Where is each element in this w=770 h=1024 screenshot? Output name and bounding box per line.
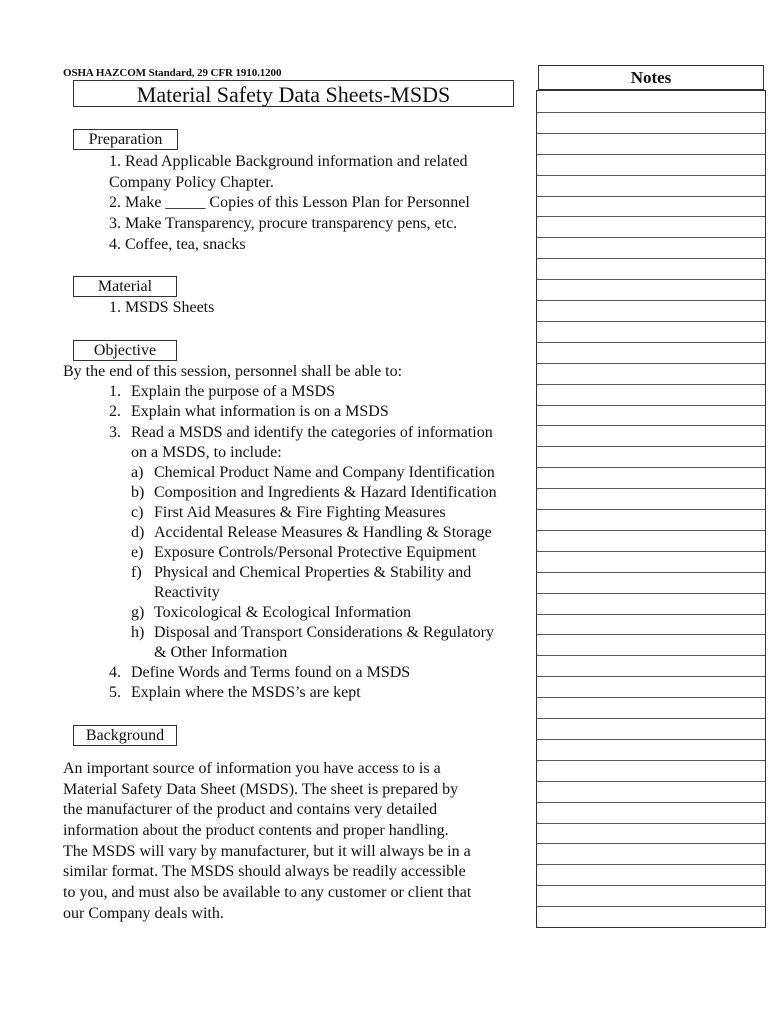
objective-item: Explain what information is on a MSDS [131, 403, 389, 420]
notes-rule-line [537, 530, 765, 531]
notes-rule-line [537, 196, 765, 197]
notes-rule-line [537, 802, 765, 803]
background-line: the manufacturer of the product and contains very detailed [63, 801, 438, 818]
subitem-letter: d) [131, 524, 145, 541]
preparation-line: 2. Make _____ Copies of this Lesson Plan for Personnel [109, 194, 470, 211]
preparation-line: Company Policy Chapter. [109, 174, 274, 191]
subitem: Physical and Chemical Properties & Stability and [154, 564, 472, 581]
subitem-letter: a) [131, 464, 144, 481]
objective-item: on a MSDS, to include: [131, 444, 282, 461]
notes-rule-line [537, 572, 765, 573]
background-line: similar format. The MSDS should always be readily accessible [63, 863, 466, 880]
objective-item: Explain where the MSDS’s are kept [131, 684, 361, 701]
subitem: Toxicological & Ecological Information [154, 604, 412, 621]
preparation-label: Preparation [73, 129, 178, 150]
preparation-line: 3. Make Transparency, procure transparency pens, etc. [109, 215, 458, 232]
notes-rule-line [537, 175, 765, 176]
objective-item-number: 5. [109, 684, 121, 701]
background-line: Material Safety Data Sheet (MSDS). The sheet is prepared by [63, 781, 459, 798]
subitem-letter: e) [131, 544, 144, 561]
notes-rule-line [537, 781, 765, 782]
material-label: Material [73, 276, 177, 297]
subitem: Exposure Controls/Personal Protective Equipment [154, 544, 477, 561]
subitem: & Other Information [154, 644, 288, 661]
objective-item: Define Words and Terms found on a MSDS [131, 664, 411, 681]
subitem-letter: g) [131, 604, 145, 621]
notes-rule-line [537, 864, 765, 865]
objective-item-number: 4. [109, 664, 121, 681]
notes-rule-line [537, 405, 765, 406]
notes-rule-line [537, 676, 765, 677]
notes-rule-line [537, 425, 765, 426]
notes-rule-line [537, 133, 765, 134]
subitem-letter: f) [131, 564, 142, 581]
notes-rule-line [537, 634, 765, 635]
objective-item-number: 3. [109, 424, 121, 441]
standard-reference: OSHA HAZCOM Standard, 29 CFR 1910.1200 [63, 67, 282, 79]
notes-header: Notes [538, 65, 764, 90]
notes-rule-line [537, 593, 765, 594]
notes-rule-line [537, 321, 765, 322]
notes-rule-line [537, 551, 765, 552]
notes-rule-line [537, 655, 765, 656]
notes-rule-line [537, 885, 765, 886]
notes-rule-line [537, 237, 765, 238]
notes-rule-line [537, 718, 765, 719]
subitem: Disposal and Transport Considerations & Regulatory [154, 624, 494, 641]
preparation-line: 1. Read Applicable Background information and related [109, 153, 468, 170]
subitem: Reactivity [154, 584, 220, 601]
subitem: First Aid Measures & Fire Fighting Measures [154, 504, 446, 521]
notes-rule-line [537, 446, 765, 447]
preparation-line: 4. Coffee, tea, snacks [109, 236, 246, 253]
background-line: information about the product contents and proper handling. [63, 822, 449, 839]
document-title: Material Safety Data Sheets-MSDS [73, 80, 514, 107]
notes-rule-line [537, 384, 765, 385]
background-line: The MSDS will vary by manufacturer, but it will always be in a [63, 843, 471, 860]
subitem: Composition and Ingredients & Hazard Identification [154, 484, 497, 501]
notes-rule-line [537, 300, 765, 301]
background-line: An important source of information you have access to is a [63, 760, 441, 777]
notes-rule-line [537, 112, 765, 113]
notes-rule-line [537, 697, 765, 698]
objective-label: Objective [73, 340, 177, 361]
notes-rule-line [537, 906, 765, 907]
background-line: to you, and must also be available to any customer or client that [63, 884, 472, 901]
notes-rule-line [537, 614, 765, 615]
notes-rule-line [537, 342, 765, 343]
subitem-letter: h) [131, 624, 145, 641]
material-line: 1. MSDS Sheets [109, 299, 215, 316]
background-line: our Company deals with. [63, 905, 224, 922]
notes-rule-line [537, 154, 765, 155]
notes-rule-line [537, 843, 765, 844]
background-label: Background [73, 725, 177, 746]
notes-rule-line [537, 279, 765, 280]
objective-intro: By the end of this session, personnel shall be able to: [63, 363, 403, 380]
objective-item: Explain the purpose of a MSDS [131, 383, 335, 400]
notes-rule-line [537, 467, 765, 468]
notes-rule-line [537, 363, 765, 364]
notes-rule-line [537, 823, 765, 824]
notes-rule-line [537, 216, 765, 217]
notes-table [536, 90, 766, 928]
subitem: Accidental Release Measures & Handling & Storage [154, 524, 492, 541]
subitem: Chemical Product Name and Company Identification [154, 464, 495, 481]
objective-item-number: 1. [109, 383, 121, 400]
notes-rule-line [537, 739, 765, 740]
objective-item: Read a MSDS and identify the categories of information [131, 424, 493, 441]
notes-rule-line [537, 509, 765, 510]
subitem-letter: c) [131, 504, 144, 521]
notes-rule-line [537, 760, 765, 761]
subitem-letter: b) [131, 484, 145, 501]
notes-rule-line [537, 488, 765, 489]
notes-rule-line [537, 258, 765, 259]
objective-item-number: 2. [109, 403, 121, 420]
